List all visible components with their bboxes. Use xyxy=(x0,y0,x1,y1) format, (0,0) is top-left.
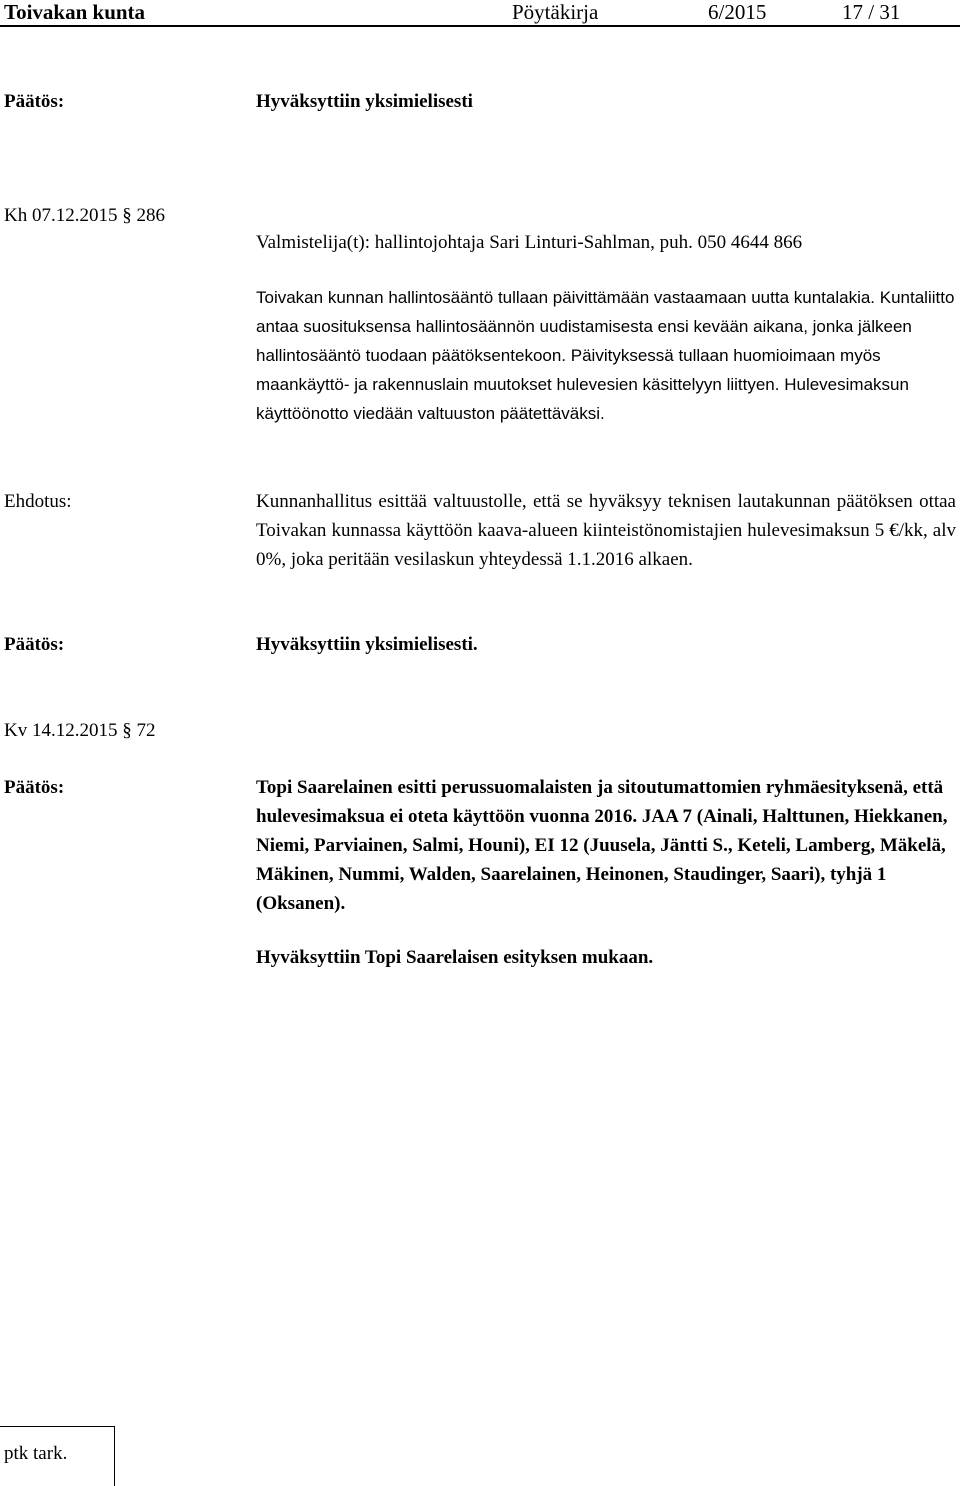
background-text: Toivakan kunnan hallintosääntö tullaan päivittämään vastaamaan uutta kuntalakia. Kuntaliitto antaa suosituksensa hallintosäännön uudistamisesta ensi kevään aikana, jonka jälkeen hallintosääntö tuodaan päätöksentekoon. Päivityksessä tullaan huomioimaan myös maankäyttö- ja rakennuslain muutokset hulevesien käsittelyyn liittyen. Hulevesimaksun käyttöönotto viedään valtuuston päätettäväksi. xyxy=(256,288,955,423)
preparer-line: Valmistelija(t): hallintojohtaja Sari Linturi-Sahlman, puh. 050 4644 866 xyxy=(256,232,803,253)
minutes-checker-box xyxy=(0,1426,115,1486)
proposal-label: Ehdotus: xyxy=(4,491,72,512)
kh-meeting-ref: Kh 07.12.2015 § 286 xyxy=(4,205,165,226)
kv-decision-text: Topi Saarelainen esitti perussuomalaisten ja sitoutumattomien ryhmäesityksenä, että hulevesimaksua ei oteta käyttöön vuonna 2016. JAA 7 (Ainali, Halttunen, Hiekkanen, Niemi, Parviainen, Salmi, Houni), EI 12 (Juusela, Jäntti S., Keteli, Lamberg, Mäkelä, Mäkinen, Nummi, Walden, Saarelainen, Heinonen, Staudinger, Saari), tyhjä 1 (Oksanen). xyxy=(256,777,948,914)
kv-meeting-ref: Kv 14.12.2015 § 72 xyxy=(4,720,156,741)
kh-decision-text: Hyväksyttiin yksimielisesti. xyxy=(256,634,478,655)
document-number: 6/2015 xyxy=(708,0,767,24)
decision-text: Hyväksyttiin yksimielisesti xyxy=(256,91,473,112)
decision-label: Päätös: xyxy=(4,91,65,112)
kh-decision-label: Päätös: xyxy=(4,634,65,655)
page-number: 17 / 31 xyxy=(842,0,901,24)
document-type: Pöytäkirja xyxy=(512,0,599,24)
proposal-text: Kunnanhallitus esittää valtuustolle, että se hyväksyy teknisen lautakunnan päätöksen ottaa Toivakan kunnassa käyttöön kaava-alueen kiinteistönomistajien hulevesimaksun 5 €/kk, alv 0%, joka peritään vesilaskun yhteydessä 1.1.2016 alkaen. xyxy=(256,491,956,570)
municipality-name: Toivakan kunta xyxy=(4,0,146,24)
page-header xyxy=(0,0,960,28)
header-rule xyxy=(0,25,960,27)
kv-result-text: Hyväksyttiin Topi Saarelaisen esityksen mukaan. xyxy=(256,947,654,968)
minutes-checker-label: ptk tark. xyxy=(4,1443,68,1464)
kv-decision-label: Päätös: xyxy=(4,777,65,798)
